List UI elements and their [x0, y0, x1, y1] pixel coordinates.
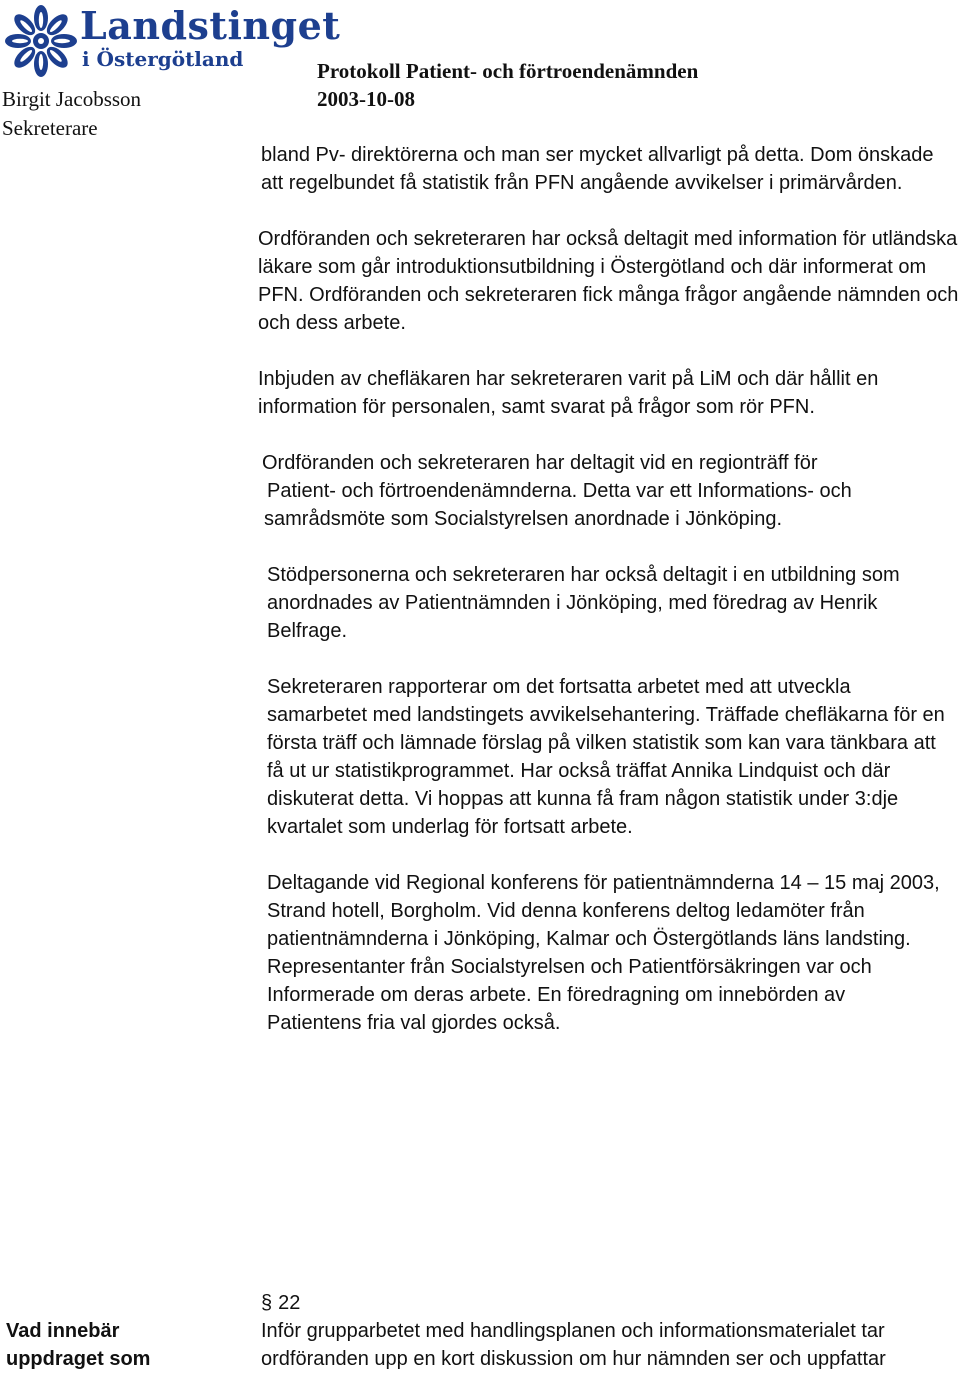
paragraph-line: att regelbundet få statistik från PFN angående avvikelser i primärvården.: [261, 172, 903, 194]
section-symbol: §: [261, 1292, 273, 1314]
logo-wordmark: [80, 4, 340, 70]
paragraph: [262, 449, 852, 533]
item-text-line: ordföranden upp en kort diskussion om hur nämnden ser och uppfattar: [261, 1348, 886, 1370]
paragraph-line: Stödpersonerna och sekreteraren har också deltagit i en utbildning som: [267, 564, 900, 586]
paragraph-line: Strand hotell, Borgholm. Vid denna konferens deltog ledamöter från: [267, 900, 865, 922]
item-text-line: Inför grupparbetet med handlingsplanen och informationsmaterialet tar: [261, 1320, 885, 1342]
paragraph: [267, 561, 900, 645]
document-title: Protokoll Patient- och förtroendenämnden: [317, 59, 699, 83]
paragraph: [261, 141, 934, 197]
item-text: [261, 1317, 886, 1373]
paragraph-line: Ordföranden och sekreteraren har deltagit vid en regionträff för: [262, 452, 818, 474]
paragraph-line: läkare som går introduktionsutbildning i Östergötland och där informerat om: [258, 256, 927, 278]
paragraph-line: och dess arbete.: [258, 312, 406, 334]
item-heading-line: Vad innebär: [6, 1320, 120, 1342]
paragraph-line: bland Pv- direktörerna och man ser mycket allvarligt på detta. Dom önskade: [261, 144, 934, 166]
paragraph: [267, 869, 940, 1037]
paragraph-line: Patientens fria val gjordes också.: [267, 1012, 561, 1034]
paragraph-line: information för personalen, samt svarat på frågor som rör PFN.: [258, 396, 815, 418]
item-heading-line: uppdraget som: [6, 1348, 151, 1370]
author-name: Birgit Jacobsson: [2, 87, 142, 111]
paragraph-line: diskuterat detta. Vi hoppas att kunna få fram någon statistik under 3:dje: [267, 788, 899, 810]
paragraph-line: samrådsmöte som Socialstyrelsen anordnade i Jönköping.: [264, 508, 783, 530]
paragraph-line: anordnades av Patientnämnden i Jönköping, med föredrag av Henrik: [267, 592, 878, 614]
item-heading: [6, 1317, 150, 1373]
paragraph-line: PFN. Ordföranden och sekreteraren fick många frågor angående nämnden och: [258, 284, 959, 306]
paragraph-line: Informerade om deras arbete. En föredragning om innebörden av: [267, 984, 846, 1006]
author-role: Sekreterare: [2, 116, 98, 140]
paragraph-line: Inbjuden av chefläkaren har sekreteraren varit på LiM och där hållit en: [258, 368, 879, 390]
paragraph-line: Representanter från Socialstyrelsen och Patientförsäkringen var och: [267, 956, 872, 978]
paragraph-line: patientnämnderna i Jönköping, Kalmar och Östergötlands läns landsting.: [267, 928, 911, 950]
landstinget-logo: [0, 0, 341, 82]
paragraph: [267, 673, 945, 841]
paragraph-line: Belfrage.: [267, 620, 348, 642]
flower-emblem-icon: [2, 2, 80, 80]
paragraph: [258, 225, 958, 337]
paragraph-line: kvartalet som underlag för fortsatt arbete.: [267, 816, 633, 838]
paragraph-line: Sekreteraren rapporterar om det fortsatta arbetet med att utveckla: [267, 676, 851, 698]
item-number-value: 22: [278, 1292, 301, 1314]
item-number: [261, 1289, 300, 1317]
paragraph-line: Deltagande vid Regional konferens för patientnämnderna 14 – 15 maj 2003,: [267, 872, 940, 894]
document-date: 2003-10-08: [317, 87, 415, 111]
logo-subtitle: i Östergötland: [82, 47, 244, 71]
paragraph: [258, 365, 878, 421]
paragraph-line: få ut ur statistikprogrammet. Har också träffat Annika Lindquist och där: [267, 760, 891, 782]
paragraph-line: Patient- och förtroendenämnderna. Detta var ett Informations- och: [267, 480, 852, 502]
paragraph-line: samarbetet med landstingets avvikelsehantering. Träffade chefläkarna för en: [267, 704, 945, 726]
logo-title: Landstinget: [80, 3, 341, 48]
paragraph-line: första träff och lämnade förslag på vilken statistik som kan vara tänkbara att: [267, 732, 936, 754]
paragraph-line: Ordföranden och sekreteraren har också deltagit med information för utländska: [258, 228, 958, 250]
